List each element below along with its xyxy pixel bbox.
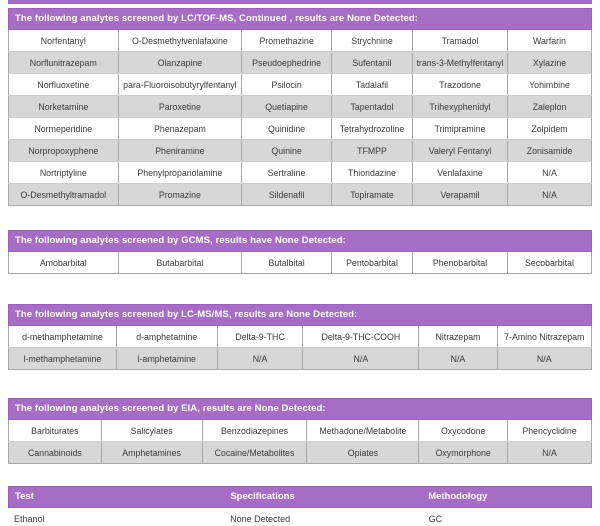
analyte-cell: Quetiapine (242, 96, 332, 118)
analyte-cell: Zaleplon (508, 96, 592, 118)
table-row (9, 252, 592, 274)
analyte-cell: N/A (497, 348, 592, 370)
analyte-cell: Nortriptyline (9, 162, 119, 184)
analyte-cell: l-amphetamine (116, 348, 217, 370)
table-row (9, 52, 592, 74)
analyte-cell: Trihexyphenidyl (413, 96, 508, 118)
analyte-cell: Amphetamines (101, 442, 202, 464)
analyte-cell: Phenazepam (118, 118, 242, 140)
analyte-cell: l-methamphetamine (9, 348, 117, 370)
previous-table-bottom-edge (8, 0, 592, 4)
summary-table (8, 486, 592, 526)
analyte-cell: Cocaine/Metabolites (202, 442, 307, 464)
table-row (9, 326, 592, 348)
analyte-cell: Tadalafil (331, 74, 412, 96)
table-row (9, 184, 592, 206)
summary-header-specifications: Specifications (230, 491, 295, 502)
summary-data-row (8, 508, 592, 526)
analyte-cell: Normeperidine (9, 118, 119, 140)
analyte-cell: Cannabinoids (9, 442, 102, 464)
analyte-cell: Tramadol (413, 30, 508, 52)
analyte-table-eia (8, 398, 592, 464)
summary-specifications-value: None Detected (230, 514, 291, 524)
summary-test-value: Ethanol (14, 514, 45, 524)
analyte-cell: Delta-9-THC (217, 326, 303, 348)
analyte-cell: Phenylpropanolamine (118, 162, 242, 184)
analyte-cell: Quinidine (242, 118, 332, 140)
analyte-cell: Phenobarbital (413, 252, 508, 274)
summary-methodology-value: GC (428, 514, 443, 524)
analyte-cell: N/A (508, 442, 592, 464)
analyte-cell: Secobarbital (508, 252, 592, 274)
analyte-cell: Strychnine (331, 30, 412, 52)
analyte-cell: Benzodiazepines (202, 420, 307, 442)
analyte-grid (8, 252, 592, 274)
analyte-cell: Yohimbine (508, 74, 592, 96)
analyte-cell: N/A (508, 162, 592, 184)
analyte-cell: Sertraline (242, 162, 332, 184)
analyte-cell: Pheniramine (118, 140, 242, 162)
analyte-cell: Butabarbital (118, 252, 242, 274)
analyte-cell: Norflunitrazepam (9, 52, 119, 74)
analyte-cell: Valeryl Fentanyl (413, 140, 508, 162)
analyte-cell: Tetrahydrozoline (331, 118, 412, 140)
table-row (9, 348, 592, 370)
summary-header-row (8, 486, 592, 508)
analyte-cell: Opiates (307, 442, 419, 464)
analyte-cell: Norpropoxyphene (9, 140, 119, 162)
analyte-cell: Olanzapine (118, 52, 242, 74)
table-row (9, 420, 592, 442)
analyte-cell: Amobarbital (9, 252, 119, 274)
analyte-table-gcms (8, 230, 592, 274)
summary-header-methodology: Methodology (428, 491, 488, 502)
table-row (9, 96, 592, 118)
analyte-grid (8, 420, 592, 464)
analyte-cell: Zonisamide (508, 140, 592, 162)
analyte-cell: Thioridazine (331, 162, 412, 184)
analyte-cell: Phencyclidine (508, 420, 592, 442)
analyte-cell: N/A (217, 348, 303, 370)
analyte-cell: Norfentanyl (9, 30, 119, 52)
analyte-cell: Nitrazepam (419, 326, 497, 348)
analyte-table-lcmsms (8, 304, 592, 370)
analyte-cell: Psilocin (242, 74, 332, 96)
analyte-cell: Norketamine (9, 96, 119, 118)
table-title: The following analytes screened by GCMS, results have None Detected: (8, 230, 592, 252)
analyte-cell: O-Desmethyltramadol (9, 184, 119, 206)
analyte-cell: TFMPP (331, 140, 412, 162)
table-row (9, 30, 592, 52)
analyte-cell: Norfluoxetine (9, 74, 119, 96)
analyte-cell: O-Desmethylvenlafaxine (118, 30, 242, 52)
analyte-cell: Pseudoephedrine (242, 52, 332, 74)
table-row (9, 162, 592, 184)
analyte-cell: Paroxetine (118, 96, 242, 118)
analyte-cell: Zolpidem (508, 118, 592, 140)
analyte-cell: Promazine (118, 184, 242, 206)
analyte-cell: N/A (508, 184, 592, 206)
table-row (9, 74, 592, 96)
analyte-cell: Oxymorphone (419, 442, 508, 464)
analyte-cell: Methadone/Metabolite (307, 420, 419, 442)
analyte-cell: 7-Amino Nitrazepam (497, 326, 592, 348)
analyte-cell: Oxycodone (419, 420, 508, 442)
analyte-cell: N/A (419, 348, 497, 370)
analyte-cell: Barbiturates (9, 420, 102, 442)
analyte-cell: Butalbital (242, 252, 332, 274)
analyte-cell: Trazodone (413, 74, 508, 96)
analyte-cell: d-methamphetamine (9, 326, 117, 348)
table-title: The following analytes screened by EIA, results are None Detected: (8, 398, 592, 420)
analyte-tables-container (8, 8, 592, 464)
analyte-cell: trans-3-Methylfentanyl (413, 52, 508, 74)
analyte-cell: Xylazine (508, 52, 592, 74)
analyte-cell: Topiramate (331, 184, 412, 206)
analyte-cell: Quinine (242, 140, 332, 162)
analyte-grid (8, 326, 592, 370)
analyte-cell: Promethazine (242, 30, 332, 52)
analyte-cell: d-amphetamine (116, 326, 217, 348)
summary-header-test: Test (15, 491, 34, 502)
table-row (9, 118, 592, 140)
table-title: The following analytes screened by LC-MS/MS, results are None Detected: (8, 304, 592, 326)
analyte-cell: N/A (303, 348, 419, 370)
table-row (9, 442, 592, 464)
analyte-cell: Sildenafil (242, 184, 332, 206)
analyte-table-lctofms-continued (8, 8, 592, 206)
analyte-grid (8, 30, 592, 206)
analyte-cell: Pentobarbital (331, 252, 412, 274)
analyte-cell: para-Fluoroisobutyrylfentanyl (118, 74, 242, 96)
analyte-cell: Verapamil (413, 184, 508, 206)
analyte-cell: Trimipramine (413, 118, 508, 140)
analyte-cell: Venlafaxine (413, 162, 508, 184)
analyte-cell: Delta-9-THC-COOH (303, 326, 419, 348)
analyte-cell: Salicylates (101, 420, 202, 442)
analyte-cell: Sufentanil (331, 52, 412, 74)
table-row (9, 140, 592, 162)
analyte-cell: Warfarin (508, 30, 592, 52)
analyte-cell: Tapentadol (331, 96, 412, 118)
table-title: The following analytes screened by LC/TOF-MS, Continued , results are None Detected: (8, 8, 592, 30)
